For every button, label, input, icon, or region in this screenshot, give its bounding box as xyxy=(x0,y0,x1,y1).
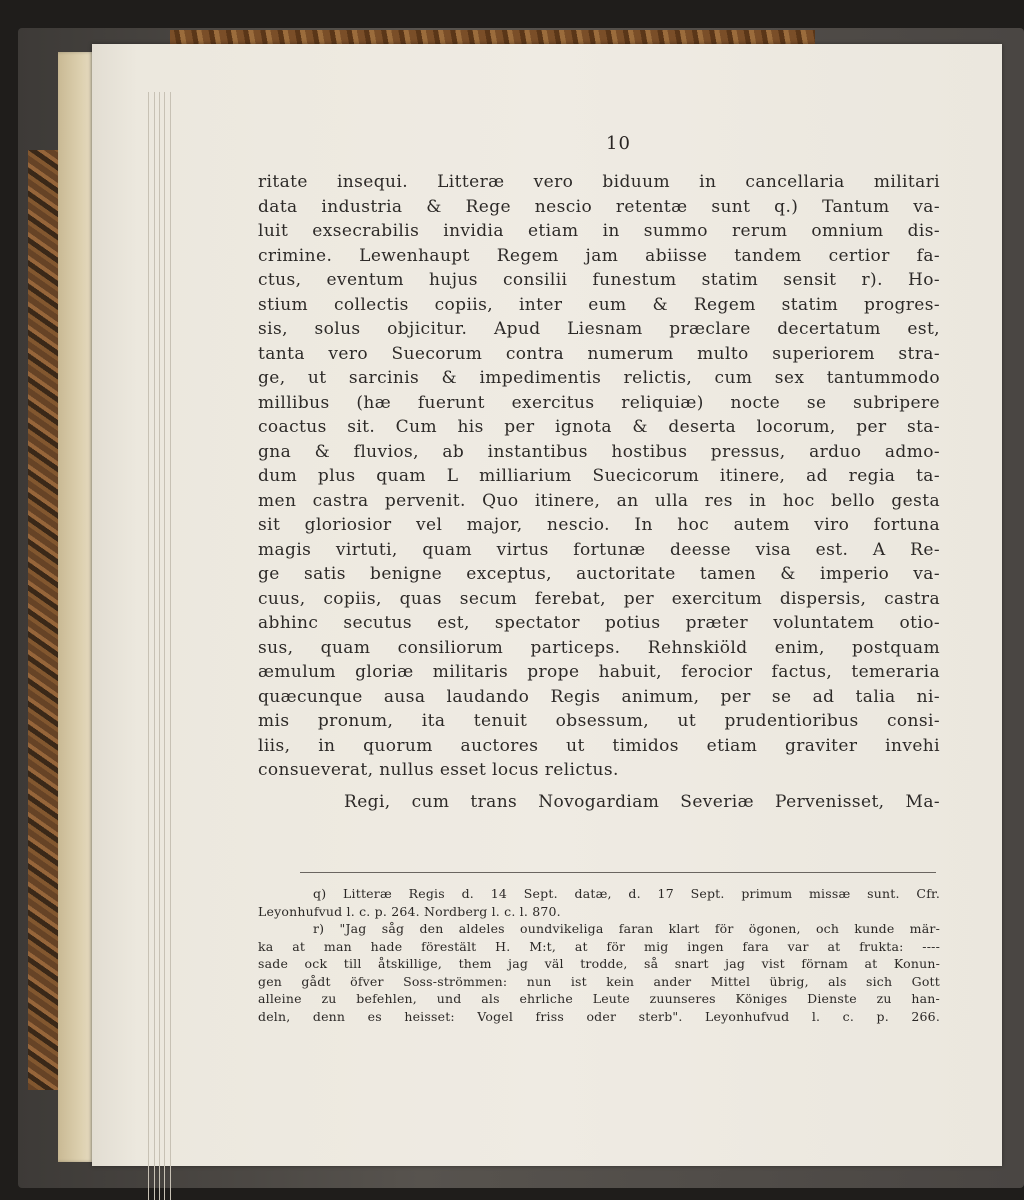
text-line: stium collectis copiis, inter eum & Regem statim progres- xyxy=(258,294,940,315)
text-line: millibus (hæ fuerunt exercitus reliquiæ) nocte se subripere xyxy=(258,392,940,413)
body-text xyxy=(258,170,940,814)
text-line: gna & fluvios, ab instantibus hostibus pressus, arduo admo- xyxy=(258,441,940,462)
text-line: cuus, copiis, quas secum ferebat, per exercitum dispersis, castra xyxy=(258,588,940,609)
text-line: tanta vero Suecorum contra numerum multo superiorem stra- xyxy=(258,343,940,364)
footnote-line: gen gådt öfver Soss-strömmen: nun ist kein ander Mittel übrig, als sich Gott xyxy=(258,973,940,989)
text-line: mis pronum, ita tenuit obsessum, ut prudentioribus consi- xyxy=(258,711,940,731)
footnote-line: r) "Jag såg den aldeles oundvikeliga faran klart för ögonen, och kunde mär- xyxy=(313,921,940,936)
page-leaf-line xyxy=(148,92,149,1200)
text-line: coactus sit. Cum his per ignota & deserta locorum, per sta- xyxy=(258,417,940,437)
text-line: men castra pervenit. Quo itinere, an ulla res in hoc bello gesta xyxy=(258,490,940,511)
text-line: æmulum gloriæ militaris prope habuit, ferocior factus, temeraria xyxy=(258,662,940,682)
page-leaf-line xyxy=(154,92,155,1200)
footnote-line: alleine zu befehlen, und als ehrliche Leute zuunseres Königes Dienste zu han- xyxy=(258,991,940,1006)
text-line-final: Regi, cum trans Novogardiam Severiæ Pervenisset, Ma- xyxy=(344,791,940,812)
footnote-divider xyxy=(300,872,936,873)
text-line: liis, in quorum auctores ut timidos etiam graviter invehi xyxy=(258,735,940,756)
text-line: ctus, eventum hujus consilii funestum statim sensit r). Ho- xyxy=(258,270,940,290)
footnote-line: deln, denn es heisset: Vogel friss oder sterb". Leyonhufvud l. c. p. 266. xyxy=(258,1008,940,1024)
page-stack-edge xyxy=(58,52,94,1162)
text-line: abhinc secutus est, spectator potius præter voluntatem otio- xyxy=(258,613,940,633)
page-leaf-line xyxy=(164,92,165,1200)
footnote-line: sade ock till åtskillige, them jag väl trodde, så snart jag vist förnam at Konun- xyxy=(258,956,940,971)
text-line: magis virtuti, quam virtus fortunæ deesse visa est. A Re- xyxy=(258,539,940,560)
text-line: quæcunque ausa laudando Regis animum, per se ad talia ni- xyxy=(258,686,940,707)
footnote-line: ka at man hade förestält H. M:t, at för mig ingen fara var at frukta: ---- xyxy=(258,938,940,954)
text-line: sus, quam consiliorum particeps. Rehnskiöld enim, postquam xyxy=(258,637,940,658)
text-line: sis, solus objicitur. Apud Liesnam præclare decertatum est, xyxy=(258,319,940,339)
text-line: ge satis benigne exceptus, auctoritate tamen & imperio va- xyxy=(258,564,940,584)
page-leaf-line xyxy=(159,92,160,1200)
text-line: crimine. Lewenhaupt Regem jam abiisse tandem certior fa- xyxy=(258,245,940,266)
text-line: consueverat, nullus esset locus relictus. xyxy=(258,760,619,780)
text-line: ge, ut sarcinis & impedimentis relictis, cum sex tantummodo xyxy=(258,368,940,388)
text-line: data industria & Rege nescio retentæ sunt q.) Tantum va- xyxy=(258,196,940,217)
footnote-line: Leyonhufvud l. c. p. 264. Nordberg l. c. l. 870. xyxy=(258,903,561,919)
text-line: sit gloriosior vel major, nescio. In hoc autem viro fortuna xyxy=(258,515,940,535)
footnotes xyxy=(258,885,940,1025)
page-leaf-line xyxy=(170,92,171,1200)
footnote-line: q) Litteræ Regis d. 14 Sept. datæ, d. 17 Sept. primum missæ sunt. Cfr. xyxy=(313,886,940,901)
page-number: 10 xyxy=(606,133,631,154)
text-line: dum plus quam L milliarium Suecicorum itinere, ad regia ta- xyxy=(258,466,940,486)
text-line: ritate insequi. Litteræ vero biduum in cancellaria militari xyxy=(258,172,940,192)
text-line: luit exsecrabilis invidia etiam in summo rerum omnium dis- xyxy=(258,221,940,241)
